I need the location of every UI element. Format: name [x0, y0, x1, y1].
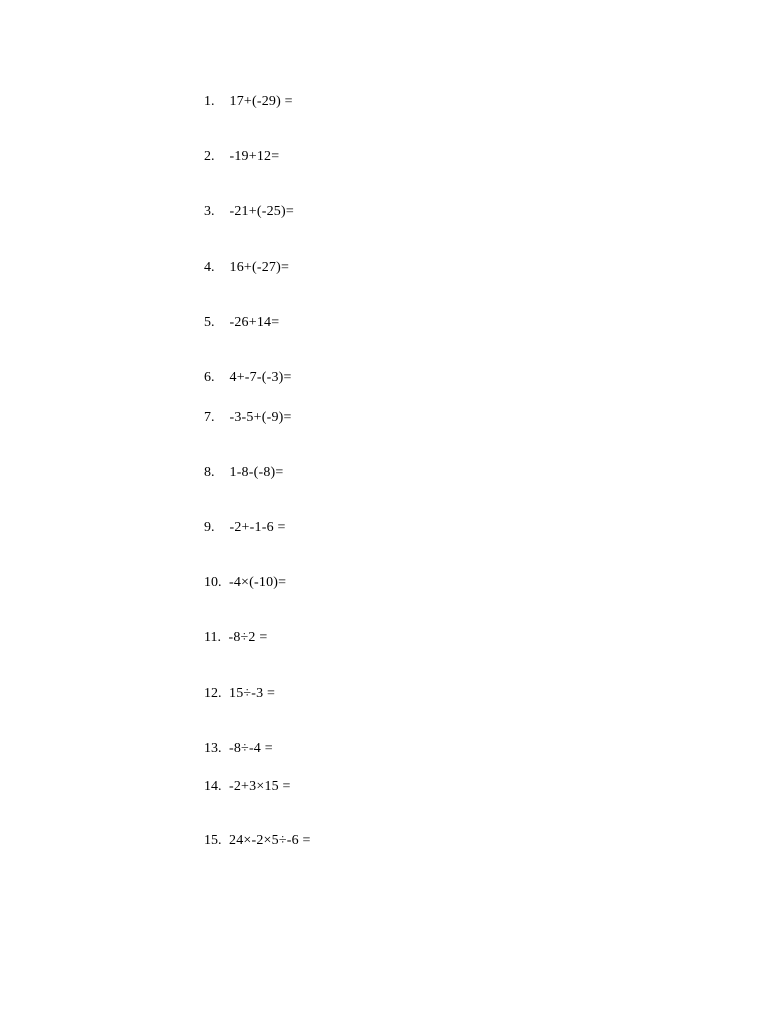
problem-item	[204, 518, 286, 538]
problem-number: 5.	[204, 315, 215, 330]
problem-item	[204, 831, 311, 851]
problem-item	[204, 628, 267, 648]
problem-expression: 4+-7-(-3)=	[229, 370, 292, 385]
problem-item	[204, 408, 292, 428]
problem-number: 3.	[204, 204, 215, 219]
problem-number: 15.	[204, 833, 222, 848]
problem-item	[204, 463, 284, 483]
problem-expression: -2+-1-6 =	[229, 520, 286, 535]
problem-number: 13.	[204, 741, 222, 756]
problem-number: 12.	[204, 686, 222, 701]
problem-expression: 24×-2×5÷-6 =	[229, 833, 311, 848]
problem-number: 4.	[204, 260, 215, 275]
problem-number: 2.	[204, 149, 215, 164]
problem-item	[204, 202, 294, 222]
problem-expression: -21+(-25)=	[229, 204, 294, 219]
problem-item	[204, 92, 293, 112]
problem-expression: -19+12=	[229, 149, 280, 164]
problem-expression: 15÷-3 =	[229, 686, 276, 701]
problem-item	[204, 313, 279, 333]
problem-expression: -2+3×15 =	[229, 779, 291, 794]
problem-expression: -3-5+(-9)=	[229, 410, 292, 425]
problem-expression: -8÷2 =	[228, 630, 268, 645]
problem-item	[204, 258, 289, 278]
problem-item	[204, 573, 286, 593]
problem-expression: -8÷-4 =	[229, 741, 273, 756]
problem-number: 11.	[204, 630, 221, 645]
problem-number: 14.	[204, 779, 222, 794]
problem-expression: 16+(-27)=	[229, 260, 290, 275]
problem-expression: -26+14=	[229, 315, 280, 330]
problem-number: 10.	[204, 575, 222, 590]
problem-number: 1.	[204, 94, 215, 109]
problem-number: 9.	[204, 520, 215, 535]
problem-item	[204, 777, 291, 797]
problem-number: 7.	[204, 410, 215, 425]
problem-number: 6.	[204, 370, 215, 385]
problem-item	[204, 368, 292, 388]
problem-expression: 1-8-(-8)=	[229, 465, 284, 480]
problem-expression: 17+(-29) =	[229, 94, 293, 109]
problem-item	[204, 684, 275, 704]
problem-item	[204, 739, 273, 759]
problem-item	[204, 147, 279, 167]
problem-number: 8.	[204, 465, 215, 480]
problem-expression: -4×(-10)=	[229, 575, 287, 590]
